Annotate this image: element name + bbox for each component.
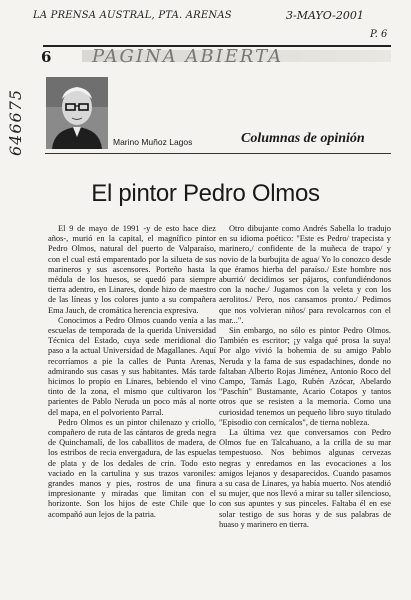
article-paragraph: La última vez que conversamos con Pedro Olmos fue en Talcahuano, a la crilla de su mar tempestuoso. Nos bebimos algunas cervezas negras y enredamos en las evocaciones a los amigos lejanos y desaparecidos. Cuando pasamos a su casa de Linares, ya había muerto. Nos atendió su mujer, que nos llevó a mirar su taller silencioso, con sus apuntes y sus pinceles. Faltaba él en ese solar testigo de sus horas y de sus palabras de huaso y marinero en tierra. — [219, 428, 391, 529]
page-number: 6 — [41, 48, 52, 66]
column-label: Columnas de opinión — [241, 131, 365, 146]
handwritten-page-note: P. 6 — [370, 29, 388, 40]
article-paragraph: Conocimos a Pedro Olmos cuando venía a las escuelas de temporada de la querida Universidad Técnica del Estado, cuya sede meridional dio paso a la actual Universidad de Magallanes. Aquí recorríamos a pie la calles de Punta Arenas, admirando sus casas y sus habitantes. Más tarde hicimos lo propio en Linares, bebiendo el vino tinto de la zona, el mismo que cultivaron los parientes de Pablo Neruda un poco más al norte del mapa, en el polvoriento Parral. — [48, 315, 216, 417]
author-photo — [46, 77, 108, 149]
handwritten-date-note: 3-MAYO-2001 — [286, 9, 364, 22]
author-name: Marino Muñoz Lagos — [113, 137, 193, 147]
byline-rule — [45, 153, 391, 154]
article-column-left — [48, 224, 216, 520]
article-paragraph: Otro dibujante como Andrés Sabella lo tradujo en su idioma poético: "Este es Pedro/ trapecista y marinero,/ confidente de la muñeca de trapo/ y novio de la burbujita de agua/ Yo lo conozco desde que éramos hierba del paraíso./ Este hombre nos aburrió/ decidimos ser pájaros, confundiéndonos con la noche./ Jugamos con la veleta y con los aerolitos./ Pero, nos cansamos pronto./ Pedimos que nos volvieran niños/ para revolcarnos con el mar...". — [219, 224, 391, 325]
author-portrait-image — [46, 77, 108, 149]
article-paragraph: El 9 de mayo de 1991 -y de esto hace diez años-, murió en la capital, el magnífico pintor Pedro Olmos, natural del puerto de Valparaíso, con el cual está emparentado por la silueta de sus marineros y sus ascensores. Porteño hasta la médula de los huesos, se quedó para siempre tierra adentro, en Linares, donde hizo de maestro de las líneas y los colores junto a su compañera Ema Jauch, de cromática herencia expresiva. — [48, 224, 216, 315]
article-headline: El pintor Pedro Olmos — [91, 180, 320, 207]
article-column-right — [219, 224, 391, 530]
handwritten-archive-code: 646675 — [6, 88, 25, 156]
article-paragraph: Sin embargo, no sólo es pintor Pedro Olmos. También es escritor; ¡y valga qué prosa la suya! Por algo vivió la bohemia de su amigo Pablo Neruda y la fama de sus espadachines, donde no faltaban Alberto Rojas Jiménez, Antonio Roco del Campo, Tamás Lago, Rubén Azócar, Abelardo "Paschín" Bustamante, Acario Cotapos y tantos otros que se resisten a la memoria. Como una curiosidad tenemos un pequeño libro suyo titulado "Episodio con cernícalos", de tierna nobleza. — [219, 326, 391, 427]
article-paragraph: Pedro Olmos es un pintor chilenazo y criollo, compañero de ruta de las cántaros de greda negra de Quinchamalí, de los caballitos de madera, de los estribos de recia envergadura, de las espuelas de plata y de los dedales de crin. Todo esto vaciado en la cartulina y sus trazos varoniles: grandes manos y pies, rostros de una finura impresionante y miradas que limitan con el horizonte. Son los hijos de este Chile que lo acompañó aun lejos de la patria. — [48, 417, 216, 519]
section-title: PAGINA ABIERTA — [92, 46, 284, 67]
handwritten-publication-note: LA PRENSA AUSTRAL, PTA. ARENAS — [33, 10, 232, 21]
